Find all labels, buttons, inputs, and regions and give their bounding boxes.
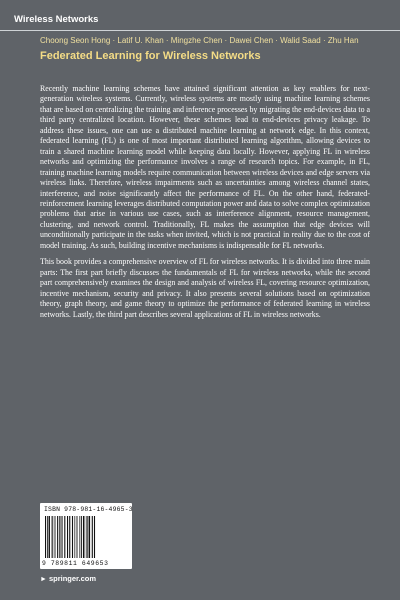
abstract-paragraph-2: This book provides a comprehensive overview of FL for wireless networks. It is divided into three main parts: The first part briefly discusses the fundamentals of FL for wireless networks, while the second part comprehensively examines the design and analysis of wireless FL, covering resource optimization, incentive mechanism, security and privacy. It also presents several solutions based on optimization theory, graph theory, and game theory to optimize the performance of federated learning in wireless networks. Lastly, the third part describes several applications of FL in wireless networks. bbox=[40, 257, 370, 319]
barcode-bar bbox=[94, 516, 95, 558]
series-name: Wireless Networks bbox=[14, 14, 99, 25]
publisher-url: springer.com bbox=[48, 574, 97, 583]
back-cover-abstract bbox=[40, 84, 370, 326]
barcode-bar bbox=[69, 516, 70, 558]
barcode-bar bbox=[47, 516, 48, 558]
barcode-bar bbox=[54, 516, 55, 558]
barcode-bar bbox=[86, 516, 87, 558]
barcode-bar bbox=[64, 516, 65, 558]
isbn-label: ISBN 978-981-16-4965-3 bbox=[44, 506, 133, 513]
barcode-bar bbox=[55, 516, 56, 558]
barcode-bar bbox=[72, 516, 73, 558]
barcode-bar bbox=[81, 516, 82, 558]
barcode-bar bbox=[61, 516, 62, 558]
author-list: Choong Seon Hong · Latif U. Khan · Mingzhe Chen · Dawei Chen · Walid Saad · Zhu Han bbox=[40, 36, 359, 45]
barcode-bar bbox=[62, 516, 63, 558]
barcode-bar bbox=[79, 516, 80, 558]
barcode-bar bbox=[59, 516, 60, 558]
header-divider bbox=[0, 30, 400, 31]
barcode-digits: 9 789811 649653 bbox=[42, 560, 109, 567]
barcode-bar bbox=[49, 516, 50, 558]
barcode-bar bbox=[92, 516, 93, 558]
isbn-barcode bbox=[40, 503, 132, 569]
barcode-bar bbox=[83, 516, 84, 558]
abstract-paragraph-1: Recently machine learning schemes have attained significant attention as key enablers for next-generation wireless systems. Currently, wireless systems are mostly using machine learning schemes that are based on centralizing the training and inference processes by migrating the end-devices data to a third party centralized location. However, these schemes lead to end-devices privacy leakage. To address these issues, one can use a distributed machine learning at network edge. In this context, federated learning (FL) is one of most important distributed learning algorithm, allowing devices to train a shared machine learning model while keeping data locally. However, applying FL in wireless networks and optimizing the performance involves a range of research topics. For example, in FL, training machine learning models require communication between wireless devices and edge servers via wireless links. Therefore, wireless impairments such as uncertainties among wireless channel states, interference, and noise significantly affect the performance of FL. On the other hand, federated-reinforcement learning leverages distributed computation power and data to solve complex optimization problems that arise in various use cases, such as interference alignment, resource management, clustering, and network control. Traditionally, FL makes the assumption that edge devices will unconditionally participate in the tasks when invited, which is not practical in reality due to the cost of model training. As such, building incentive mechanisms is indispensable for FL networks. bbox=[40, 84, 370, 250]
barcode-bar bbox=[89, 516, 90, 558]
barcode-bar bbox=[87, 516, 88, 558]
barcode-bars bbox=[44, 516, 128, 558]
arrow-icon: ► bbox=[40, 576, 47, 583]
book-title: Federated Learning for Wireless Networks bbox=[40, 50, 261, 62]
barcode-bar bbox=[57, 516, 58, 558]
barcode-bar bbox=[77, 516, 78, 558]
barcode-bar bbox=[76, 516, 77, 558]
barcode-bar bbox=[85, 516, 86, 558]
barcode-bar bbox=[52, 516, 53, 558]
publisher-link[interactable] bbox=[40, 574, 96, 583]
barcode-bar bbox=[67, 516, 68, 558]
barcode-bar bbox=[74, 516, 75, 558]
barcode-bar bbox=[45, 516, 46, 558]
